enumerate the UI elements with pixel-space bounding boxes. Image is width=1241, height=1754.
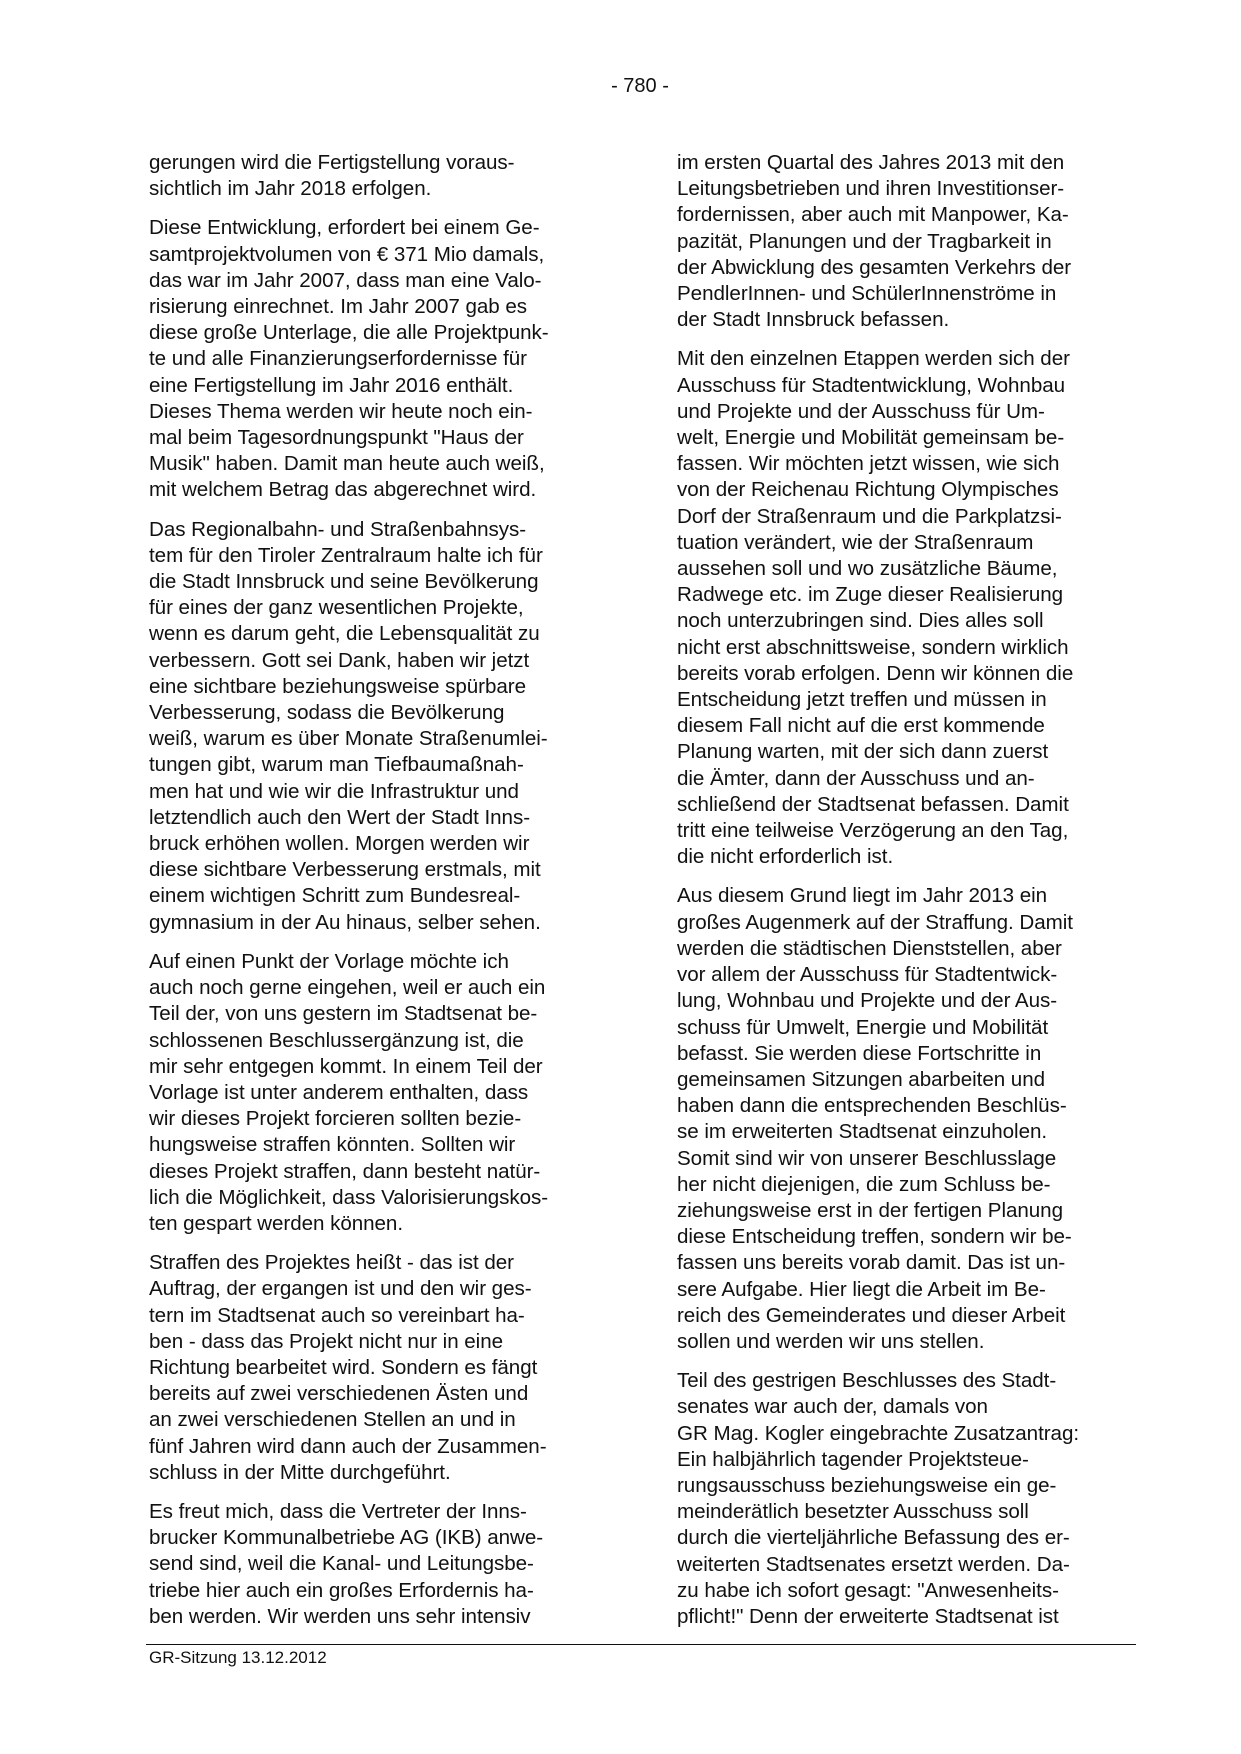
text-line: mir sehr entgegen kommt. In einem Teil der: [149, 1054, 543, 1078]
text-line: pflicht!" Denn der erweiterte Stadtsenat ist: [677, 1604, 1059, 1628]
text-line: Entscheidung jetzt treffen und müssen in: [677, 688, 1047, 712]
text-line: fassen. Wir möchten jetzt wissen, wie sich: [677, 452, 1060, 476]
footer-divider: [146, 1644, 1136, 1645]
text-line: eine Fertigstellung im Jahr 2016 enthält.: [149, 373, 514, 397]
text-line: tritt eine teilweise Verzögerung an den Tag,: [677, 819, 1069, 843]
text-line: Teil der, von uns gestern im Stadtsenat be-: [149, 1002, 538, 1026]
text-line: Straffen des Projektes heißt - das ist der: [149, 1251, 514, 1275]
text-line: fünf Jahren wird dann auch der Zusammen-: [149, 1434, 547, 1458]
text-column-right: [677, 150, 1147, 1643]
text-line: lich die Möglichkeit, dass Valorisierungskos-: [149, 1185, 549, 1209]
text-line: tuation verändert, wie der Straßenraum: [677, 530, 1034, 554]
text-line: schluss in der Mitte durchgeführt.: [149, 1460, 451, 1484]
text-line: brucker Kommunalbetriebe AG (IKB) anwe-: [149, 1526, 544, 1550]
text-line: Teil des gestrigen Beschlusses des Stadt-: [677, 1369, 1057, 1393]
paragraph: [677, 346, 1147, 870]
text-line: eine sichtbare beziehungsweise spürbare: [149, 674, 526, 698]
text-line: diese große Unterlage, die alle Projektpunk-: [149, 321, 549, 345]
text-line: pazität, Planungen und der Tragbarkeit in: [677, 229, 1052, 253]
text-line: die nicht erforderlich ist.: [677, 845, 894, 869]
text-line: noch unterzubringen sind. Dies alles soll: [677, 609, 1044, 633]
text-line: Richtung bearbeitet wird. Sondern es fängt: [149, 1355, 538, 1379]
text-line: die Stadt Innsbruck und seine Bevölkerung: [149, 570, 539, 594]
text-line: senates war auch der, damals von: [677, 1395, 988, 1419]
text-line: das war im Jahr 2007, dass man eine Valo-: [149, 268, 542, 292]
paragraph: [149, 215, 619, 503]
page-number: - 780 -: [611, 75, 669, 97]
text-line: PendlerInnen- und SchülerInnenströme in: [677, 282, 1057, 306]
text-line: tern im Stadtsenat auch so vereinbart ha-: [149, 1303, 525, 1327]
text-line: tem für den Tiroler Zentralraum halte ich für: [149, 543, 543, 567]
text-line: auch noch gerne eingehen, weil er auch ein: [149, 976, 546, 1000]
text-line: bereits vorab erfolgen. Denn wir können die: [677, 661, 1074, 685]
text-line: Auf einen Punkt der Vorlage möchte ich: [149, 949, 509, 973]
text-line: gerungen wird die Fertigstellung voraus-: [149, 151, 515, 174]
text-line: der Stadt Innsbruck befassen.: [677, 308, 950, 332]
text-line: nicht erst abschnittsweise, sondern wirklich: [677, 635, 1069, 659]
text-column-left: [149, 150, 619, 1643]
text-line: samtprojektvolumen von € 371 Mio damals,: [149, 242, 545, 266]
text-line: schuss für Umwelt, Energie und Mobilität: [677, 1015, 1049, 1039]
text-line: Diese Entwicklung, erfordert bei einem Ge-: [149, 216, 540, 240]
text-line: haben dann die entsprechenden Beschlüs-: [677, 1094, 1067, 1118]
text-line: risierung einrechnet. Im Jahr 2007 gab es: [149, 295, 528, 319]
text-line: Es freut mich, dass die Vertreter der Inns-: [149, 1499, 527, 1523]
text-line: einem wichtigen Schritt zum Bundesreal-: [149, 884, 521, 908]
text-line: für eines der ganz wesentlichen Projekte,: [149, 596, 524, 620]
paragraph: [149, 517, 619, 936]
text-line: Aus diesem Grund liegt im Jahr 2013 ein: [677, 884, 1048, 908]
text-line: Mit den einzelnen Etappen werden sich der: [677, 347, 1070, 371]
text-line: men hat und wie wir die Infrastruktur und: [149, 779, 519, 803]
paragraph: [149, 949, 619, 1237]
text-line: mit welchem Betrag das abgerechnet wird.: [149, 478, 537, 502]
text-line: Dieses Thema werden wir heute noch ein-: [149, 399, 533, 423]
paragraph: [149, 1250, 619, 1486]
text-line: her nicht diejenigen, die zum Schluss be-: [677, 1172, 1051, 1196]
text-line: meinderätlich besetzter Ausschuss soll: [677, 1500, 1029, 1524]
text-line: weiß, warum es über Monate Straßenumlei-: [149, 727, 548, 751]
text-line: von der Reichenau Richtung Olympisches: [677, 478, 1059, 502]
text-line: diese Entscheidung treffen, sondern wir be-: [677, 1225, 1072, 1249]
text-line: diesem Fall nicht auf die erst kommende: [677, 714, 1045, 738]
text-line: durch die vierteljährliche Befassung des er-: [677, 1526, 1070, 1550]
text-line: GR Mag. Kogler eingebrachte Zusatzantrag:: [677, 1421, 1080, 1445]
text-line: werden die städtischen Dienststellen, aber: [677, 936, 1062, 960]
text-line: send sind, weil die Kanal- und Leitungsbe-: [149, 1552, 534, 1576]
text-line: hungsweise straffen könnten. Sollten wir: [149, 1133, 516, 1157]
text-line: ben - dass das Projekt nicht nur in eine: [149, 1329, 504, 1353]
paragraph: [149, 150, 619, 202]
text-line: ben werden. Wir werden uns sehr intensiv: [149, 1604, 531, 1628]
text-line: dieses Projekt straffen, dann besteht natür-: [149, 1159, 541, 1183]
text-line: diese sichtbare Verbesserung erstmals, mit: [149, 858, 541, 882]
text-line: vor allem der Ausschuss für Stadtentwick-: [677, 963, 1058, 987]
text-line: fassen uns bereits vorab damit. Das ist un-: [677, 1251, 1066, 1275]
text-line: Radwege etc. im Zuge dieser Realisierung: [677, 583, 1064, 607]
text-line: sollen und werden wir uns stellen.: [677, 1329, 985, 1353]
text-line: schließend der Stadtsenat befassen. Damit: [677, 792, 1069, 816]
footer-session-date: GR-Sitzung 13.12.2012: [149, 1648, 327, 1667]
text-line: Planung warten, mit der sich dann zuerst: [677, 740, 1049, 764]
text-line: Dorf der Straßenraum und die Parkplatzsi-: [677, 504, 1062, 528]
text-line: mal beim Tagesordnungspunkt "Haus der: [149, 426, 524, 450]
text-line: lung, Wohnbau und Projekte und der Aus-: [677, 989, 1058, 1013]
text-line: tungen gibt, warum man Tiefbaumaßnah-: [149, 753, 524, 777]
text-line: reich des Gemeinderates und dieser Arbeit: [677, 1303, 1066, 1327]
text-line: triebe hier auch ein großes Erfordernis ha-: [149, 1578, 534, 1602]
text-line: Somit sind wir von unserer Beschlusslage: [677, 1146, 1057, 1170]
text-line: zu habe ich sofort gesagt: "Anwesenheits-: [677, 1578, 1059, 1602]
text-line: Ein halbjährlich tagender Projektsteue-: [677, 1447, 1029, 1471]
text-line: die Ämter, dann der Ausschuss und an-: [677, 766, 1035, 790]
text-line: ziehungsweise erst in der fertigen Planung: [677, 1198, 1063, 1222]
text-line: ten gespart werden können.: [149, 1211, 404, 1235]
text-line: Leitungsbetrieben und ihren Investitionser-: [677, 177, 1065, 201]
text-line: welt, Energie und Mobilität gemeinsam be-: [677, 426, 1065, 450]
text-line: bruck erhöhen wollen. Morgen werden wir: [149, 832, 530, 856]
text-line: sichtlich im Jahr 2018 erfolgen.: [149, 177, 432, 201]
text-line: und Projekte und der Ausschuss für Um-: [677, 399, 1045, 423]
text-line: befasst. Sie werden diese Fortschritte in: [677, 1041, 1042, 1065]
text-line: wenn es darum geht, die Lebensqualität zu: [149, 622, 540, 646]
text-line: Ausschuss für Stadtentwicklung, Wohnbau: [677, 373, 1066, 397]
text-line: verbessern. Gott sei Dank, haben wir jetzt: [149, 648, 530, 672]
text-line: gymnasium in der Au hinaus, selber sehen.: [149, 910, 541, 934]
text-line: Vorlage ist unter anderem enthalten, dass: [149, 1080, 529, 1104]
paragraph: [677, 150, 1147, 333]
text-line: Auftrag, der ergangen ist und den wir ges-: [149, 1277, 532, 1301]
text-line: wir dieses Projekt forcieren sollten bezie-: [149, 1107, 522, 1131]
text-line: letztendlich auch den Wert der Stadt Inns-: [149, 805, 531, 829]
text-line: rungsausschuss beziehungsweise ein ge-: [677, 1473, 1057, 1497]
text-line: der Abwicklung des gesamten Verkehrs der: [677, 255, 1072, 279]
paragraph: [149, 1499, 619, 1630]
text-line: gemeinsamen Sitzungen abarbeiten und: [677, 1067, 1046, 1091]
paragraph: [677, 1368, 1147, 1630]
text-line: se im erweiterten Stadtsenat einzuholen.: [677, 1120, 1048, 1144]
text-line: an zwei verschiedenen Stellen an und in: [149, 1408, 516, 1432]
text-line: schlossenen Beschlussergänzung ist, die: [149, 1028, 524, 1052]
text-line: Verbesserung, sodass die Bevölkerung: [149, 701, 505, 725]
text-line: te und alle Finanzierungserfordernisse für: [149, 347, 527, 371]
text-line: bereits auf zwei verschiedenen Ästen und: [149, 1382, 529, 1406]
text-line: großes Augenmerk auf der Straffung. Damit: [677, 910, 1073, 934]
text-line: Musik" haben. Damit man heute auch weiß,: [149, 452, 545, 476]
paragraph: [677, 883, 1147, 1355]
text-line: sere Aufgabe. Hier liegt die Arbeit im Be-: [677, 1277, 1046, 1301]
text-line: fordernissen, aber auch mit Manpower, Ka-: [677, 203, 1069, 227]
text-line: im ersten Quartal des Jahres 2013 mit den: [677, 151, 1065, 174]
text-line: Das Regionalbahn- und Straßenbahnsys-: [149, 517, 527, 541]
text-line: weiterten Stadtsenates ersetzt werden. Da-: [677, 1552, 1070, 1576]
text-line: aussehen soll und wo zusätzliche Bäume,: [677, 557, 1058, 581]
